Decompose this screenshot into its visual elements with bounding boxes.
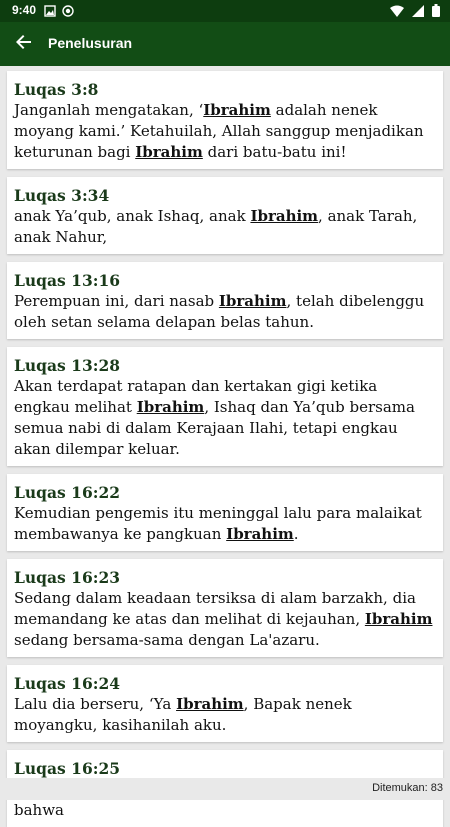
verse-segment: adalah nenek moyang kami.’ Ketahuilah, Allah sanggup menjadikan keturunan bagi bbox=[14, 101, 424, 161]
verse-segment: Akan terdapat ratapan dan kertakan gigi ketika engkau melihat bbox=[14, 377, 378, 416]
verse-segment: , telah dibelenggu oleh setan selama delapan belas tahun. bbox=[14, 292, 425, 331]
verse-reference: Luqas 16:25 bbox=[14, 759, 121, 778]
result-card[interactable] bbox=[7, 262, 443, 339]
verse-segment: , Ishaq dan Ya’qub bersama semua nabi di dalam Kerajaan Ilahi, tetapi engkau akan dilempar keluar. bbox=[14, 398, 415, 458]
verse-reference: Luqas 3:8 bbox=[14, 80, 99, 99]
status-bar bbox=[0, 0, 450, 22]
verse-segment: bahwa bbox=[14, 801, 64, 819]
result-card[interactable] bbox=[7, 347, 443, 466]
highlighted-term: Ibrahim bbox=[176, 695, 244, 713]
verse-segment: sedang bersama-sama dengan La'azaru. bbox=[14, 631, 320, 649]
verse-text bbox=[14, 588, 436, 651]
verse-text bbox=[14, 206, 436, 248]
verse-segment: Kemudian pengemis itu meninggal lalu para malaikat membawanya ke pangkuan bbox=[14, 504, 422, 543]
wifi-icon bbox=[390, 4, 404, 22]
arrow-back-icon bbox=[16, 34, 32, 55]
result-card[interactable] bbox=[7, 559, 443, 657]
verse-reference: Luqas 16:24 bbox=[14, 674, 121, 693]
verse-segment: , anak Tarah, anak Nahur, bbox=[14, 207, 418, 246]
verse-reference: Luqas 3:34 bbox=[14, 186, 110, 205]
highlighted-term: Ibrahim bbox=[250, 207, 319, 225]
highlighted-term: Ibrahim bbox=[218, 292, 287, 310]
verse-reference: Luqas 16:22 bbox=[14, 483, 121, 502]
status-time: 9:40 bbox=[12, 3, 37, 17]
result-card[interactable] bbox=[7, 665, 443, 742]
back-button[interactable] bbox=[10, 30, 38, 58]
results-count: Ditemukan: 83 bbox=[372, 782, 443, 794]
highlighted-term: Ibrahim bbox=[136, 398, 205, 416]
verse-text bbox=[14, 291, 436, 333]
result-card[interactable] bbox=[7, 71, 443, 169]
verse-text bbox=[14, 376, 436, 460]
page-title: Penelusuran bbox=[48, 35, 133, 51]
verse-reference: Luqas 13:16 bbox=[14, 271, 121, 290]
result-card[interactable] bbox=[7, 177, 443, 254]
battery-icon bbox=[432, 4, 440, 22]
app-bar bbox=[0, 22, 450, 66]
highlighted-term: Ibrahim bbox=[226, 525, 294, 543]
verse-segment: dari batu-batu ini! bbox=[202, 143, 347, 161]
record-icon bbox=[62, 4, 74, 22]
highlighted-term: Ibrahim bbox=[135, 143, 203, 161]
verse-segment: , Bapak nenek moyangku, kasihanilah aku. bbox=[14, 695, 352, 734]
verse-text bbox=[14, 694, 436, 736]
footer-bar bbox=[0, 778, 450, 800]
signal-icon bbox=[412, 4, 424, 22]
verse-segment: Sedang dalam keadaan tersiksa di alam barzakh, dia memandang ke atas dan melihat di kejauhan, bbox=[14, 589, 416, 628]
status-left-icons bbox=[44, 4, 74, 22]
verse-text bbox=[14, 503, 436, 545]
verse-segment: Lalu dia berseru, ‘Ya bbox=[14, 695, 177, 713]
verse-segment: anak Ya’qub, anak Ishaq, anak bbox=[14, 207, 251, 225]
verse-segment: Perempuan ini, dari nasab bbox=[14, 292, 219, 310]
verse-segment: . bbox=[293, 525, 299, 543]
verse-segment: Janganlah mengatakan, ‘ bbox=[14, 101, 204, 119]
result-card[interactable] bbox=[7, 474, 443, 551]
status-right-icons bbox=[390, 4, 440, 22]
highlighted-term: Ibrahim bbox=[364, 610, 433, 628]
verse-reference: Luqas 16:23 bbox=[14, 568, 121, 587]
highlighted-term: Ibrahim bbox=[203, 101, 271, 119]
verse-reference: Luqas 13:28 bbox=[14, 356, 121, 375]
image-icon bbox=[44, 4, 56, 22]
verse-text bbox=[14, 100, 436, 163]
